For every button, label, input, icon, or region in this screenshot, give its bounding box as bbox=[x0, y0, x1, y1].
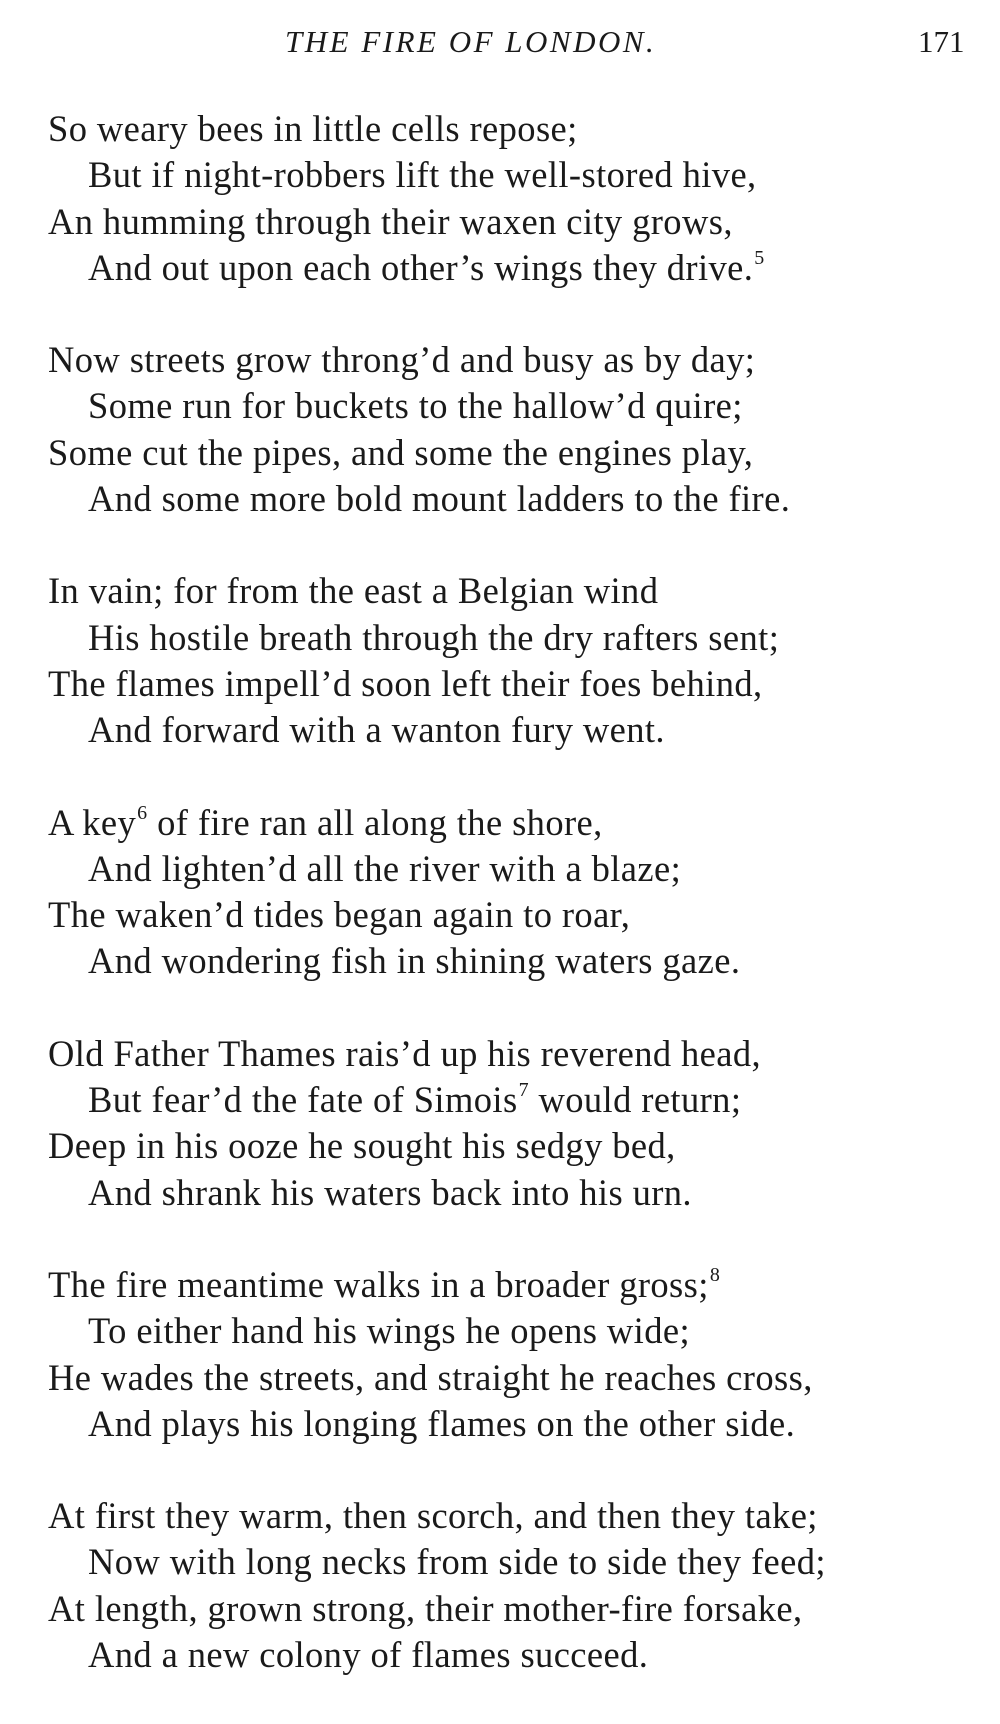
poem-line: At first they warm, then scorch, and then they take; bbox=[48, 1495, 818, 1537]
footnote-marker: 8 bbox=[709, 1263, 721, 1286]
footnote-marker: 7 bbox=[518, 1079, 529, 1102]
poem bbox=[48, 106, 988, 1724]
poem-line: Some cut the pipes, and some the engines play, bbox=[48, 431, 754, 473]
poem-line: In vain; for from the east a Belgian wind bbox=[48, 570, 659, 612]
poem-line: Some run for buckets to the hallow’d quire; bbox=[88, 385, 743, 427]
poem-line: The flames impell’d soon left their foes behind, bbox=[48, 662, 763, 704]
stanza-6 bbox=[48, 1262, 988, 1447]
poem-line: Now with long necks from side to side they feed; bbox=[88, 1541, 826, 1583]
poem-line: And shrank his waters back into his urn. bbox=[88, 1171, 692, 1213]
poem-line: The waken’d tides began again to roar, bbox=[48, 894, 631, 936]
poem-line: A key$^6$ of fire ran all along the shore, bbox=[48, 801, 603, 843]
poem-line: And lighten’d all the river with a blaze; bbox=[88, 847, 682, 889]
stanza-1 bbox=[48, 106, 988, 291]
stanza-4 bbox=[48, 800, 988, 985]
poem-line: And out upon each other’s wings they drive.$^5$ bbox=[88, 246, 765, 288]
poem-line: Deep in his ooze he sought his sedgy bed, bbox=[48, 1125, 676, 1167]
poem-line: And a new colony of flames succeed. bbox=[88, 1634, 649, 1676]
poem-line: And forward with a wanton fury went. bbox=[88, 709, 665, 751]
poem-line: So weary bees in little cells repose; bbox=[48, 108, 578, 149]
poem-line: At length, grown strong, their mother-fire forsake, bbox=[48, 1587, 803, 1629]
poem-line: An humming through their waxen city grows, bbox=[48, 200, 733, 242]
poem-line: Now streets grow throng’d and busy as by day; bbox=[48, 339, 756, 381]
stanza-7 bbox=[48, 1493, 988, 1678]
page-number: 171 bbox=[918, 24, 965, 59]
poem-line: And wondering fish in shining waters gaze. bbox=[88, 940, 741, 982]
stanza-5 bbox=[48, 1031, 988, 1216]
footnote-marker: 6 bbox=[137, 801, 148, 824]
poem-line: The fire meantime walks in a broader gross;$^8$ bbox=[48, 1263, 721, 1305]
poem-line: And some more bold mount ladders to the fire. bbox=[88, 478, 791, 520]
poem-line: He wades the streets, and straight he reaches cross, bbox=[48, 1356, 813, 1398]
running-head bbox=[0, 18, 1000, 68]
poem-line: And plays his longing flames on the other side. bbox=[88, 1402, 796, 1444]
stanza-3 bbox=[48, 568, 988, 753]
running-title: THE FIRE OF LONDON. bbox=[285, 24, 657, 59]
poem-line: Old Father Thames rais’d up his reverend head, bbox=[48, 1032, 762, 1074]
poem-line: To either hand his wings he opens wide; bbox=[88, 1310, 691, 1352]
stanza-2 bbox=[48, 337, 988, 522]
poem-line: But fear’d the fate of Simois$^7$ would return; bbox=[88, 1079, 742, 1121]
poem-line: But if night-robbers lift the well-stored hive, bbox=[88, 154, 757, 196]
footnote-marker: 5 bbox=[754, 246, 765, 269]
poem-line: His hostile breath through the dry rafters sent; bbox=[88, 616, 780, 658]
